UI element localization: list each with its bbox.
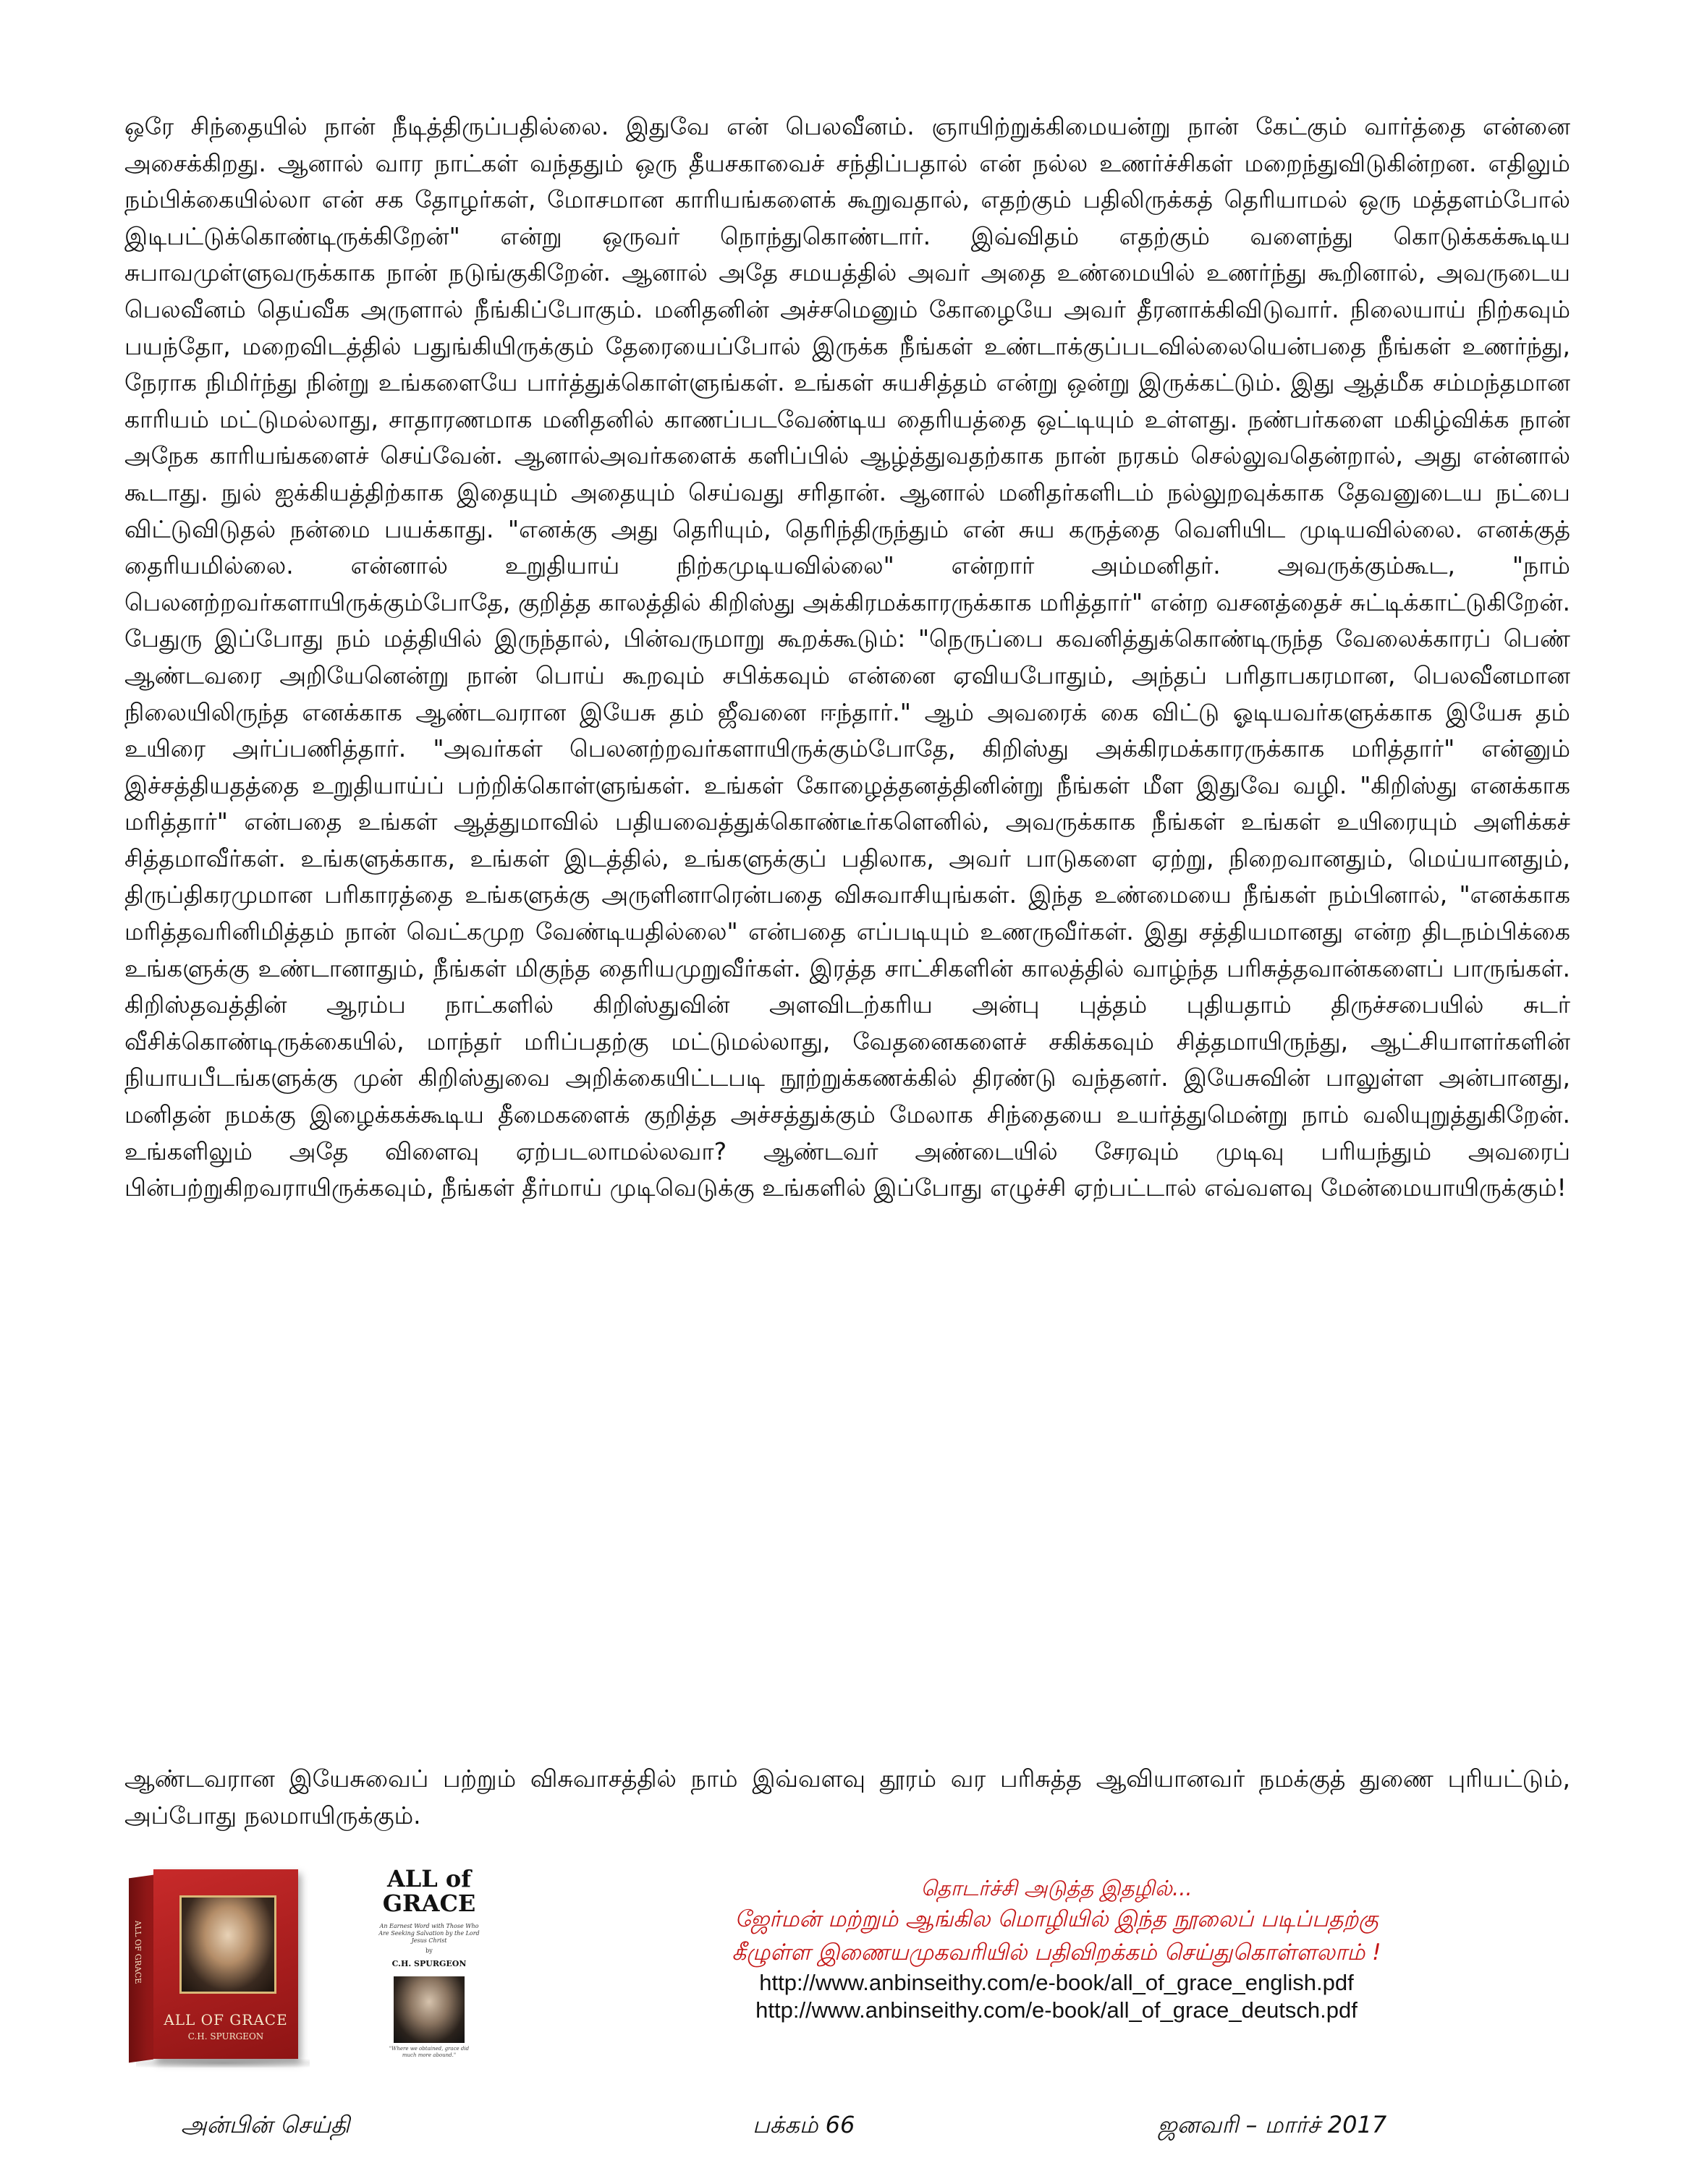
footer-publication: அன்பின் செய்தி bbox=[181, 2111, 350, 2138]
flat-cover-subtitle: An Earnest Word with Those Who Are Seeking Salvation by the Lord Jesus Christ bbox=[378, 1923, 480, 1944]
continued-heading: தொடர்ச்சி அடுத்த இதழில்... bbox=[920, 1876, 1193, 1900]
spine-title: ALL OF GRACE bbox=[133, 1919, 143, 1985]
book-front bbox=[153, 1869, 298, 2059]
continued-notice bbox=[550, 1874, 1563, 2024]
footer-issue-date: ஜனவரி – மார்ச் 2017 bbox=[1158, 2111, 1387, 2138]
flat-cover-title-line1: ALL of bbox=[386, 1865, 472, 1892]
author-photo-image bbox=[394, 1976, 465, 2043]
footer-page-number: பக்கம் 66 bbox=[753, 2111, 855, 2138]
download-line-1: ஜேர்மன் மற்றும் ஆங்கில மொழியில் இந்த நூலைப் படிப்பதற்கு bbox=[734, 1906, 1379, 1932]
book-cover-3d bbox=[129, 1869, 317, 2065]
cover-title: ALL OF GRACE bbox=[164, 2011, 288, 2028]
book-shadow bbox=[136, 2059, 310, 2068]
cover-author: C.H. SPURGEON bbox=[187, 2031, 264, 2041]
flat-cover-title-line2: GRACE bbox=[382, 1890, 476, 1917]
download-line-2: கீழுள்ள இணையமுகவரியில் பதிவிறக்கம் செய்துகொள்ளலாம் ! bbox=[732, 1939, 1381, 1966]
author-portrait-image bbox=[179, 1895, 276, 1994]
flat-cover-author: C.H. SPURGEON bbox=[391, 1959, 467, 1968]
flat-cover-quote: "Where we obtained, grace did much more abound." bbox=[389, 2046, 470, 2058]
book-spine bbox=[129, 1875, 153, 2063]
closing-paragraph: ஆண்டவரான இயேசுவைப் பற்றும் விசுவாசத்தில் நாம் இவ்வளவு தூரம் வர பரிசுத்த ஆவியானவர் நமக்குத் துணை புரியட்டும், அப்போது நலமாயிருக்கும். bbox=[124, 1764, 1570, 1830]
flat-cover-by: by bbox=[425, 1947, 433, 1954]
english-pdf-link[interactable]: http://www.anbinseithy.com/e-book/all_of_grace_english.pdf bbox=[759, 1970, 1354, 1995]
flat-book-cover bbox=[368, 1866, 491, 2062]
main-paragraph: ஒரே சிந்தையில் நான் நீடித்திருப்பதில்லை. இதுவே என் பெலவீனம். ஞாயிற்றுக்கிமையன்று நான் கேட்கும் வார்த்தை என்னை அசைக்கிறது. ஆனால் வார நாட்கள் வந்ததும் ஒரு தீயசகாவைச் சந்திப்பதால் என் நல்ல உணர்ச்சிகள் மறைந்துவிடுகின்றன. எதிலும் நம்பிக்கையில்லா என் சக தோழர்கள், மோசமான காரியங்களைக் கூறுவதால், எதற்கும் பதிலிருக்கத் தெரியாமல் ஒரு மத்தளம்போல் இடிபட்டுக்கொண்டிருக்கிறேன்" என்று ஒருவர் நொந்துகொண்டார். இவ்விதம் எதற்கும் வளைந்து கொடுக்கக்கூடிய சுபாவமுள்ளுவருக்காக நான் நடுங்குகிறேன். ஆனால் அதே சமயத்தில் அவர் அதை உண்மையில் உணர்ந்து கூறினால், அவருடைய பெலவீனம் தெய்வீக அருளால் நீங்கிப்போகும். மனிதனின் அச்சமெனும் கோழையே அவர் தீரனாக்கிவிடுவார். நிலையாய் நிற்கவும் பயந்தோ, மறைவிடத்தில் பதுங்கியிருக்கும் தேரையைப்போல் இருக்க நீங்கள் உண்டாக்குப்படவில்லையென்பதை நீங்கள் உணர்ந்து, நேராக நிமிர்ந்து நின்று உங்களையே பார்த்துக்கொள்ளுங்கள். உங்கள் சுயசித்தம் என்று ஒன்று இருக்கட்டும். இது ஆத்மீக சம்மந்தமான காரியம் மட்டுமல்லாது, சாதாரணமாக மனிதனில் காணப்படவேண்டிய தைரியத்தை ஒட்டியும் உள்ளது. நண்பர்களை மகிழ்விக்க நான் அநேக காரியங்களைச் செய்வேன். ஆனால்அவர்களைக் களிப்பில் ஆழ்த்துவதற்காக நான் நரகம் செல்லுவதென்றால், அது என்னால் கூடாது. நுல் ஐக்கியத்திற்காக இதையும் அதையும் செய்வது சரிதான். ஆனால் மனிதர்களிடம் நல்லுறவுக்காக தேவனுடைய நட்பை விட்டுவிடுதல் நன்மை பயக்காது. "எனக்கு அது தெரியும், தெரிந்திருந்தும் என் சுய கருத்தை வெளியிட முடியவில்லை. எனக்குத் தைரியமில்லை. என்னால் உறுதியாய் நிற்கமுடியவில்லை" என்றார் அம்மனிதர். அவருக்கும்கூட, "நாம் பெலனற்றவர்களாயிருக்கும்போதே, குறித்த காலத்தில் கிறிஸ்து அக்கிரமக்காரருக்காக மரித்தார்" என்ற வசனத்தைச் சுட்டிக்காட்டுகிறேன். பேதுரு இப்போது நம் மத்தியில் இருந்தால், பின்வருமாறு கூறக்கூடும்: "நெருப்பை கவனித்துக்கொண்டிருந்த வேலைக்காரப் பெண் ஆண்டவரை அறியேனென்று நான் பொய் கூறவும் சபிக்கவும் என்னை ஏவியபோதும், அந்தப் பரிதாபகரமான, பெலவீனமான நிலையிலிருந்த எனக்காக ஆண்டவரான இயேசு தம் ஜீவனை ஈந்தார்." ஆம் அவரைக் கை விட்டு ஓடியவர்களுக்காக இயேசு தம் உயிரை அர்ப்பணித்தார். "அவர்கள் பெலனற்றவர்களாயிருக்கும்போதே, கிறிஸ்து அக்கிரமக்காரருக்காக மரித்தார்" என்னும் இச்சத்தியதத்தை உறுதியாய்ப் பற்றிக்கொள்ளுங்கள். உங்கள் கோழைத்தனத்தினின்று நீங்கள் மீள இதுவே வழி. "கிறிஸ்து எனக்காக மரித்தார்" என்பதை உங்கள் ஆத்துமாவில் பதியவைத்துக்கொண்டீர்களெனில், அவருக்காக நீங்கள் உங்கள் உயிரையும் அளிக்கச் சித்தமாவீர்கள். உங்களுக்காக, உங்கள் இடத்தில், உங்களுக்குப் பதிலாக, அவர் பாடுகளை ஏற்று, நிறைவானதும், மெய்யானதும், திருப்திகரமுமான பரிகாரத்தை உங்களுக்கு அருளினாரென்பதை விசுவாசியுங்கள். இந்த உண்மையை நீங்கள் நம்பினால், "எனக்காக மரித்தவரினிமித்தம் நான் வெட்கமுற வேண்டியதில்லை" என்பதை எப்படியும் உணருவீர்கள். இது சத்தியமானது என்ற திடநம்பிக்கை உங்களுக்கு உண்டானாதும், நீங்கள் மிகுந்த தைரியமுறுவீர்கள். இரத்த சாட்சிகளின் காலத்தில் வாழ்ந்த பரிசுத்தவான்களைப் பாருங்கள். கிறிஸ்தவத்தின் ஆரம்ப நாட்களில் கிறிஸ்துவின் அளவிடற்கரிய அன்பு புத்தம் புதியதாம் திருச்சபையில் சுடர் வீசிக்கொண்டிருக்கையில், மாந்தர் மரிப்பதற்கு மட்டுமல்லாது, வேதனைகளைச் சகிக்கவும் சித்தமாயிருந்து, ஆட்சியாளர்களின் நியாயபீடங்களுக்கு முன் கிறிஸ்துவை அறிக்கையிட்டபடி நூற்றுக்கணக்கில் திரண்டு வந்தனர். இயேசுவின் பாலுள்ள அன்பானது, மனிதன் நமக்கு இழைக்கக்கூடிய தீமைகளைக் குறித்த அச்சத்துக்கும் மேலாக சிந்தையை உயர்த்துமென்று நாம் வலியுறுத்துகிறேன். உங்களிலும் அதே விளைவு ஏற்படலாமல்லவா? ஆண்டவர் அண்டையில் சேரவும் முடிவு பரியந்தும் அவரைப் பின்பற்றுகிறவராயிருக்கவும், நீங்கள் தீர்மாய் முடிவெடுக்கு உங்களில் இப்போது எழுச்சி ஏற்பட்டால் எவ்வளவு மேன்மையாயிருக்கும்! bbox=[124, 112, 1570, 1202]
deutsch-pdf-link[interactable]: http://www.anbinseithy.com/e-book/all_of_grace_deutsch.pdf bbox=[755, 1997, 1358, 2023]
